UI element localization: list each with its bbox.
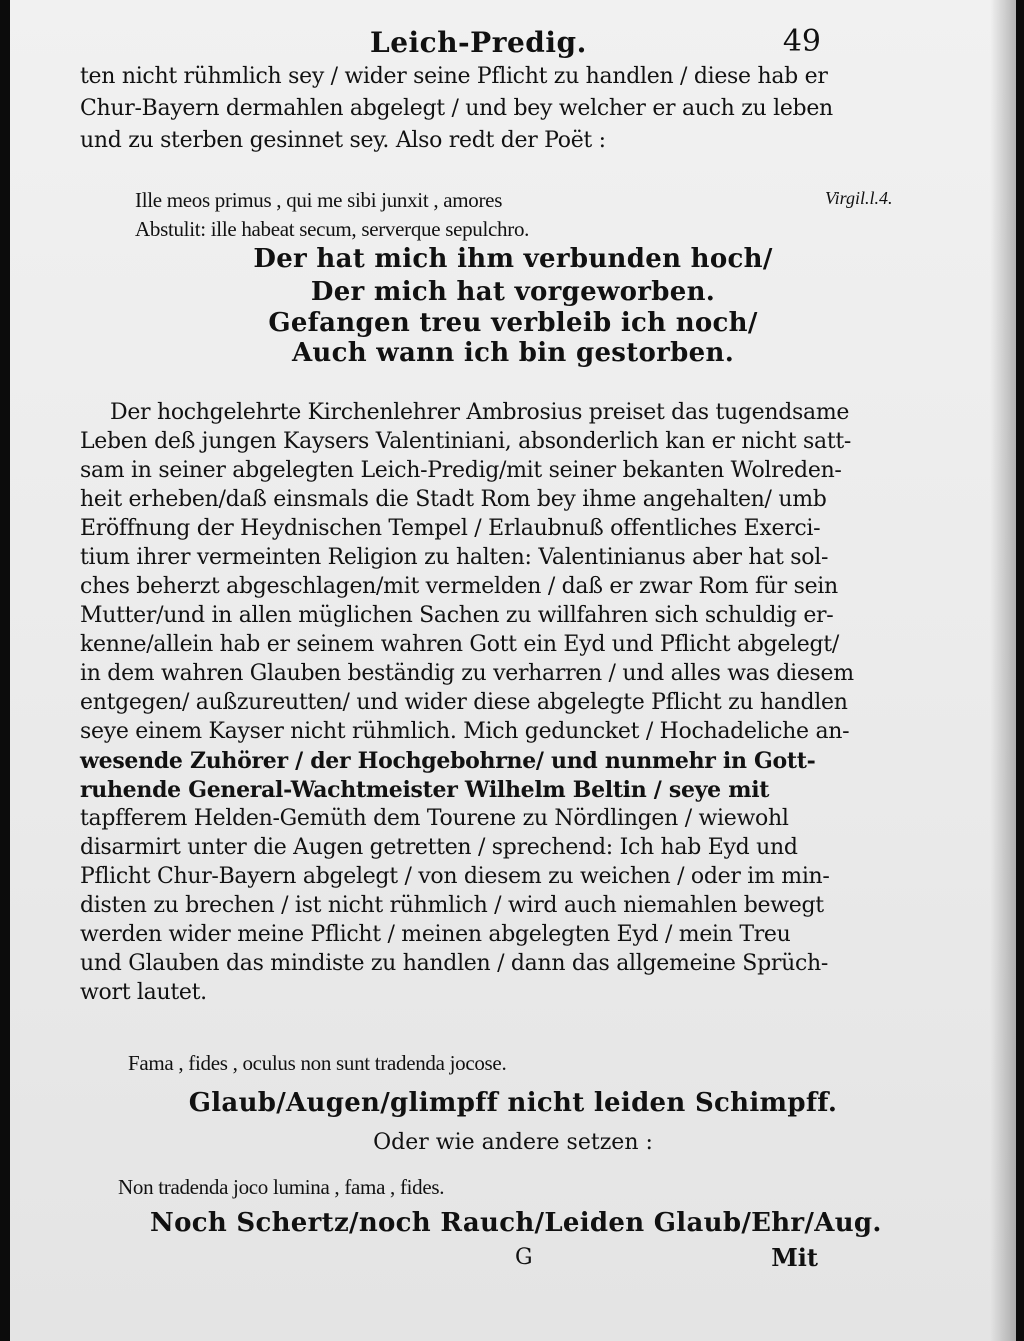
paragraph-line: heit erheben/daß einsmals die Stadt Rom bey ihme angehalten/ umb bbox=[80, 487, 827, 512]
german-verse-line: Glaub/Augen/glimpff nicht leiden Schimpff. bbox=[188, 1088, 838, 1118]
text-line: Chur-Bayern dermahlen abgelegt / und bey welcher er auch zu leben bbox=[80, 96, 833, 121]
paragraph-line: in dem wahren Glauben beständig zu verharren / und alles was diesem bbox=[80, 661, 854, 686]
paragraph-line: tium ihrer vermeinten Religion zu halten: Valentinianus aber hat sol- bbox=[80, 545, 829, 570]
latin-verse-line: Non tradenda joco lumina , fama , fides. bbox=[118, 1175, 445, 1199]
paragraph-line: kenne/allein hab er seinem wahren Gott ein Eyd und Pflicht abgelegt/ bbox=[80, 632, 839, 657]
german-verse-line: Der mich hat vorgeworben. bbox=[310, 277, 716, 307]
german-verse-line: Noch Schertz/noch Rauch/Leiden Glaub/Ehr/Aug. bbox=[150, 1208, 882, 1238]
paragraph-line: Mutter/und in allen müglichen Sachen zu willfahren sich schuldig er- bbox=[80, 603, 834, 628]
marginal-note: Virgil.l.4. bbox=[825, 188, 893, 208]
paragraph-line: Der hochgelehrte Kirchenlehrer Ambrosius preiset das tugendsame bbox=[110, 400, 850, 425]
paragraph-line: sam in seiner abgelegten Leich-Predig/mit seiner bekanten Wolreden- bbox=[80, 458, 842, 483]
paragraph-line: disten zu brechen / ist nicht rühmlich / wird auch niemahlen bewegt bbox=[80, 893, 824, 918]
german-verse-line: Gefangen treu verbleib ich noch/ bbox=[268, 308, 758, 338]
paragraph-line: disarmirt unter die Augen getretten / sprechend: Ich hab Eyd und bbox=[80, 835, 798, 860]
paragraph-line: werden wider meine Pflicht / meinen abgelegten Eyd / mein Treu bbox=[80, 922, 791, 947]
paragraph-line: wort lautet. bbox=[80, 980, 207, 1005]
paragraph-line: ruhende General-Wachtmeister Wilhelm Beltin / seye mit bbox=[80, 777, 770, 803]
paragraph-line: ches beherzt abgeschlagen/mit vermelden / daß er zwar Rom für sein bbox=[80, 574, 838, 599]
page-header bbox=[10, 22, 1016, 62]
transition-line: Oder wie andere setzen : bbox=[373, 1130, 653, 1155]
german-verse-line: Auch wann ich bin gestorben. bbox=[291, 338, 735, 368]
paragraph-line: und Glauben das mindiste zu handlen / dann das allgemeine Sprüch- bbox=[80, 951, 828, 976]
catchword: Mit bbox=[771, 1243, 818, 1272]
signature-mark: G bbox=[515, 1245, 533, 1270]
paragraph-line: tapfferem Helden-Gemüth dem Tourene zu Nördlingen / wiewohl bbox=[80, 806, 789, 831]
running-head: Leich-Predig. bbox=[370, 26, 587, 59]
german-verse-line: Der hat mich ihm verbunden hoch/ bbox=[253, 244, 773, 274]
paragraph-line: Leben deß jungen Kaysers Valentiniani, absonderlich kan er nicht satt- bbox=[80, 429, 852, 454]
page-number: 49 bbox=[782, 24, 821, 59]
paragraph-line: entgegen/ außzureutten/ und wider diese abgelegte Pflicht zu handlen bbox=[80, 690, 848, 715]
book-page bbox=[10, 0, 1016, 1341]
latin-verse-line: Abstulit: ille habeat secum, serverque sepulchro. bbox=[135, 217, 530, 241]
text-line: und zu sterben gesinnet sey. Also redt der Poët : bbox=[80, 128, 606, 153]
paragraph-line: Eröffnung der Heydnischen Tempel / Erlaubnuß offentliches Exerci- bbox=[80, 516, 821, 541]
latin-verse-line: Ille meos primus , qui me sibi junxit , amores bbox=[135, 188, 503, 212]
paragraph-line: Pflicht Chur-Bayern abgelegt / von diesem zu weichen / oder im min- bbox=[80, 864, 830, 889]
paragraph-line: wesende Zuhörer / der Hochgebohrne/ und nunmehr in Gott- bbox=[80, 748, 816, 774]
latin-verse-line: Fama , fides , oculus non sunt tradenda jocose. bbox=[128, 1051, 507, 1075]
paragraph-line: seye einem Kayser nicht rühmlich. Mich geduncket / Hochadeliche an- bbox=[80, 719, 850, 744]
text-line: ten nicht rühmlich sey / wider seine Pflicht zu handlen / diese hab er bbox=[80, 64, 828, 89]
